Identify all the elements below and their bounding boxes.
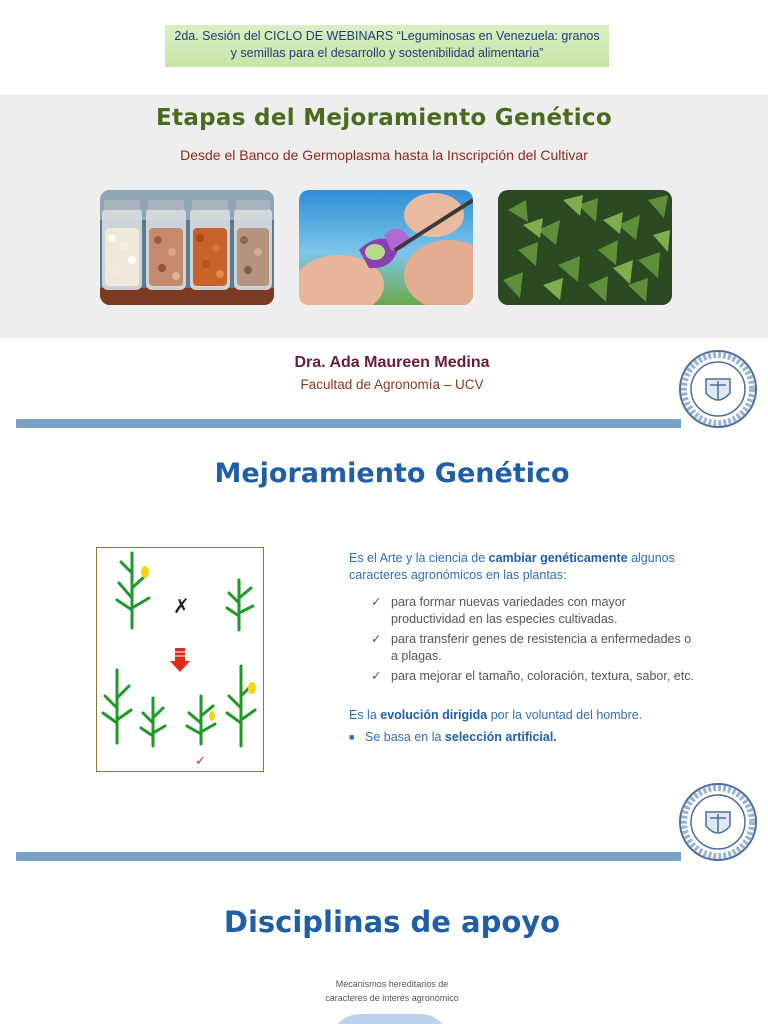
webinar-banner — [165, 25, 609, 67]
purpose-item: ✓ para mejorar el tamaño, coloración, textura, sabor, etc. — [371, 669, 694, 683]
purpose-list — [371, 594, 694, 685]
banner-line-1: 2da. Sesión del CICLO DE WEBINARS “Leguminosas en Venezuela: granos — [174, 29, 600, 43]
heredity-mechanisms-label: Mecanismos hereditarios de caracteres de interés agronómico — [325, 979, 459, 1003]
university-seal-logo — [678, 782, 758, 862]
check-icon: ✓ — [371, 669, 382, 683]
author-name: Dra. Ada Maureen Medina — [294, 354, 490, 371]
slide1-subtitle: Desde el Banco de Germoplasma hasta la Inscripción del Cultivar — [180, 147, 588, 163]
intro-post: algunos caracteres agronómicos en las plantas: — [349, 551, 675, 582]
purpose-item: ✓ para formar nuevas variedades con mayor productividad en las especies cultivadas. — [371, 595, 626, 626]
artificial-selection-item: ■ Se basa en la selección artificial. — [349, 730, 557, 744]
slide3-title: Disciplinas de apoyo — [223, 905, 561, 939]
intro-bold: cambiar genéticamente — [488, 551, 628, 565]
corn-breeding-illustration — [96, 547, 264, 772]
square-bullet-icon: ■ — [349, 732, 355, 742]
flower-pollination-photo — [299, 190, 473, 305]
definition-intro — [349, 550, 694, 584]
bean-field-photo — [498, 190, 672, 305]
slide-divider — [16, 852, 681, 861]
faculty-name: Facultad de Agronomía – UCV — [300, 377, 484, 392]
slide1-title: Etapas del Mejoramiento Genético — [156, 105, 612, 131]
slide2-title: Mejoramiento Genético — [214, 458, 570, 489]
check-icon: ✓ — [371, 595, 382, 609]
svg-text:✓: ✓ — [195, 754, 206, 769]
diagram-circle — [330, 1014, 450, 1024]
intro-pre: Es el Arte y la ciencia de — [349, 551, 489, 565]
purpose-item: ✓ para transferir genes de resistencia a enfermedades o a plagas. — [371, 632, 692, 663]
university-seal-logo — [678, 349, 758, 429]
directed-evolution-text: Es la evolución dirigida por la voluntad del hombre. — [349, 708, 643, 722]
check-icon: ✓ — [371, 632, 382, 646]
slide-divider — [16, 419, 681, 428]
banner-line-2: y semillas para el desarrollo y sostenibilidad alimentaria” — [230, 46, 544, 60]
svg-text:✗: ✗ — [173, 594, 190, 618]
bean-jars-photo — [100, 190, 274, 305]
definition-text — [349, 550, 694, 746]
